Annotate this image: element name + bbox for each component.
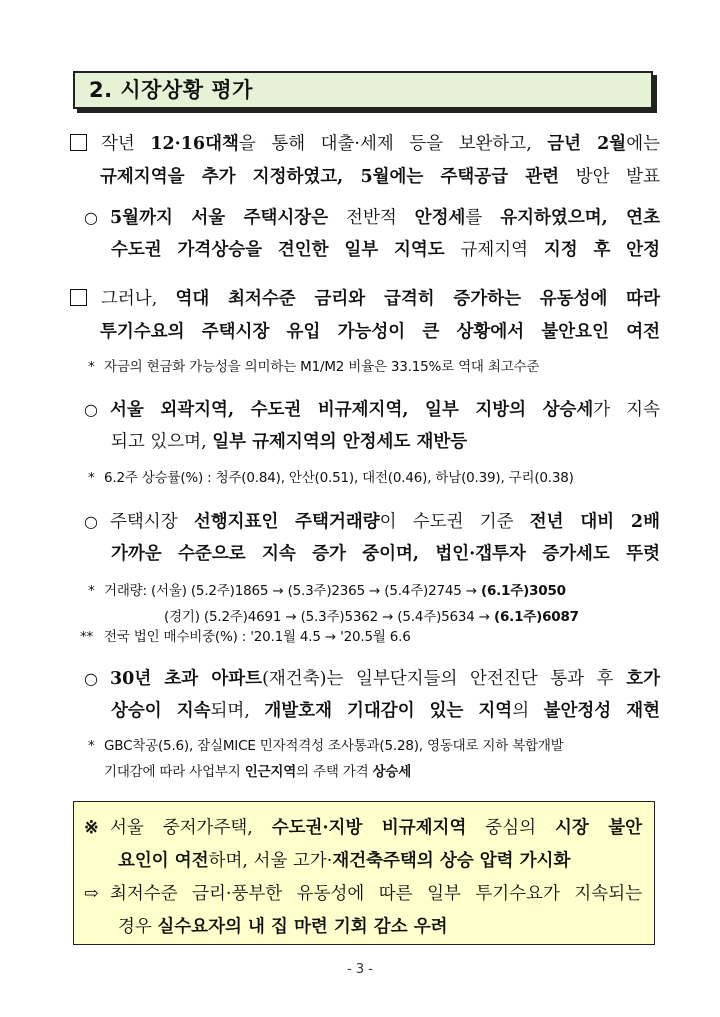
- sub-item-4-line-2: [70, 695, 660, 728]
- text-run: 서울 외곽지역, 수도권 비규제지역, 일부 지방의: [110, 400, 543, 420]
- circle-bullet-icon: ○: [84, 669, 98, 688]
- sub-item-3: [70, 505, 660, 571]
- arrow-right-icon: ⇨: [84, 884, 99, 904]
- text-run: 호가: [626, 669, 661, 689]
- footnote-3: [88, 578, 660, 630]
- text-run: 역대 최저수준 금리와 급격히 증가하는 유동성에 따라: [175, 289, 660, 309]
- asterisk-mark: *: [88, 583, 95, 599]
- text-run: 되며,: [210, 701, 265, 721]
- summary-item-2-line-2: [84, 911, 642, 944]
- text-run: 주택시장: [110, 512, 194, 532]
- paragraph-1-line-1: [70, 128, 660, 161]
- footnote-5-line-2: 기대감에 따라 사업부지 인근지역의 주택 가격 상승세: [104, 764, 412, 780]
- text-run: 30년 초과 아파트: [110, 669, 263, 689]
- section-title: 2. 시장상황 평가: [73, 71, 653, 109]
- footnote-1: * 자금의 현금화 가능성을 의미하는 M1/M2 비율은 33.15%로 역대 최고수준: [88, 354, 660, 380]
- sub-item-1-line-2: [70, 234, 660, 267]
- text-run: 되고 있으며,: [111, 432, 213, 452]
- paragraph-1: [70, 128, 660, 194]
- text-run: 가 지속: [593, 400, 660, 420]
- paragraph-1-line-2: [70, 161, 660, 194]
- text-run: 상승세: [542, 400, 594, 420]
- sub-item-2-line-2: [70, 426, 660, 459]
- text-run: 방안 발표: [559, 167, 660, 187]
- text-run: 규제지역: [460, 240, 529, 260]
- text-run: 불안정성 재현: [543, 701, 661, 721]
- text-run: 를: [465, 208, 501, 228]
- page-number: - 3 -: [347, 962, 373, 977]
- text-run: 실수요자의 내 집 마련 기회 감소 우려: [157, 917, 448, 937]
- text-run: 투기수요의 주택시장 유입 가능성이 큰 상황에서: [100, 322, 542, 342]
- text-run: 규제지역을 추가 지정하였고, 5월에는 주택공급 관련: [100, 167, 560, 187]
- text-run: 요인이 여전: [118, 851, 209, 871]
- text-run: 서울 중저가주택,: [110, 818, 272, 838]
- text-run: 중심의: [466, 818, 555, 838]
- summary-item-1: [84, 812, 642, 878]
- circle-bullet-icon: ○: [84, 512, 98, 531]
- text-run: 전년 대비 2배: [529, 512, 660, 532]
- square-bullet-icon: [70, 289, 87, 306]
- text-run: 전반적: [328, 208, 415, 228]
- text-run: 작년: [101, 134, 151, 154]
- sub-item-1: [70, 201, 660, 267]
- text-run: 안정세: [414, 208, 466, 228]
- text-run: 수도권 가격상승을 견인한 일부 지역도: [111, 240, 461, 260]
- circle-bullet-icon: ○: [84, 208, 98, 227]
- text-run: 수도권·지방 비규제지역: [271, 818, 467, 838]
- summary-item-2-line-1: [84, 878, 642, 911]
- summary-item-1-line-2: [84, 845, 642, 878]
- text-run: 최저수준 금리·풍부한 유동성에 따른 일부 투기수요가 지속되는: [110, 884, 642, 904]
- text-run: 경우: [118, 917, 158, 937]
- footnote-4: ** 전국 법인 매수비중(%) : '20.1월 4.5 → '20.5월 6.6: [88, 624, 660, 650]
- footnote-3-line-1: * 거래량: (서울) (5.2주)1865 → (5.3주)2365 → (5.4주)2745 → (6.1주)3050: [88, 578, 660, 604]
- double-asterisk-mark: **: [80, 629, 94, 645]
- sub-item-3-line-1: [70, 505, 660, 538]
- footnote-2: * 6.2주 상승률(%) : 청주(0.84), 안산(0.51), 대전(0.46), 하남(0.39), 구리(0.38): [88, 465, 660, 491]
- footnote-5: [88, 733, 660, 785]
- text-run: 유지하였으며, 연초: [500, 208, 660, 228]
- text-run: 에는: [626, 134, 661, 154]
- text-run: 5월까지 서울 주택시장은: [110, 208, 329, 228]
- paragraph-2-line-2: [70, 316, 660, 349]
- footnote-3-line-2: (경기) (5.2주)4691 → (5.3주)5362 → (5.4주)5634 → (6.1주)6087: [164, 609, 579, 625]
- summary-item-1-line-1: [84, 812, 642, 845]
- square-bullet-icon: [70, 134, 87, 151]
- text-run: 12·16대책: [150, 134, 239, 154]
- paragraph-2-line-1: [70, 283, 660, 316]
- text-run: 의: [512, 701, 544, 721]
- paragraph-2: [70, 283, 660, 349]
- text-run: 재건축주택의 상승 압력 가시화: [332, 851, 571, 871]
- text-run: 상승이 지속: [111, 701, 211, 721]
- reference-mark-icon: ※: [84, 818, 99, 838]
- text-run: 을 통해 대출·세제 등을 보완하고,: [238, 134, 548, 154]
- asterisk-mark: *: [88, 470, 95, 486]
- text-run: 시장 불안: [554, 818, 643, 838]
- summary-box: [73, 801, 655, 945]
- asterisk-mark: *: [88, 738, 95, 754]
- text-run: 선행지표인 주택거래량: [193, 512, 380, 532]
- text-run: 금년 2월: [547, 134, 627, 154]
- text-run: 일부 규제지역의 안정세도 재반등: [212, 432, 468, 452]
- sub-item-3-line-2: [70, 538, 660, 571]
- text-run: (재건축): [262, 669, 327, 689]
- text-run: 가까운 수준으로 지속 증가 중이며, 법인·갭투자 증가세도 뚜렷: [111, 544, 660, 564]
- text-run: 하며, 서울 고가·: [208, 851, 333, 871]
- text-run: 지정 후 안정: [528, 240, 660, 260]
- text-run: 그러나,: [101, 289, 176, 309]
- sub-item-2-line-1: [70, 393, 660, 426]
- sub-item-2: [70, 393, 660, 459]
- circle-bullet-icon: ○: [84, 400, 98, 419]
- sub-item-1-line-1: [70, 201, 660, 234]
- text-run: 개발호재 기대감이 있는 지역: [264, 701, 513, 721]
- text-run: 는 일부단지들의 안전진단 통과 후: [326, 669, 627, 689]
- text-run: 이 수도권 기준: [379, 512, 530, 532]
- footnote-5-line-1: * GBC착공(5.6), 잠실MICE 민자적격성 조사통과(5.28), 영동대로 지하 복합개발: [88, 733, 660, 759]
- text-run: 불안요인 여전: [541, 322, 660, 342]
- sub-item-4: [70, 662, 660, 728]
- asterisk-mark: *: [88, 359, 95, 375]
- summary-item-2: [84, 878, 642, 944]
- sub-item-4-line-1: [70, 662, 660, 695]
